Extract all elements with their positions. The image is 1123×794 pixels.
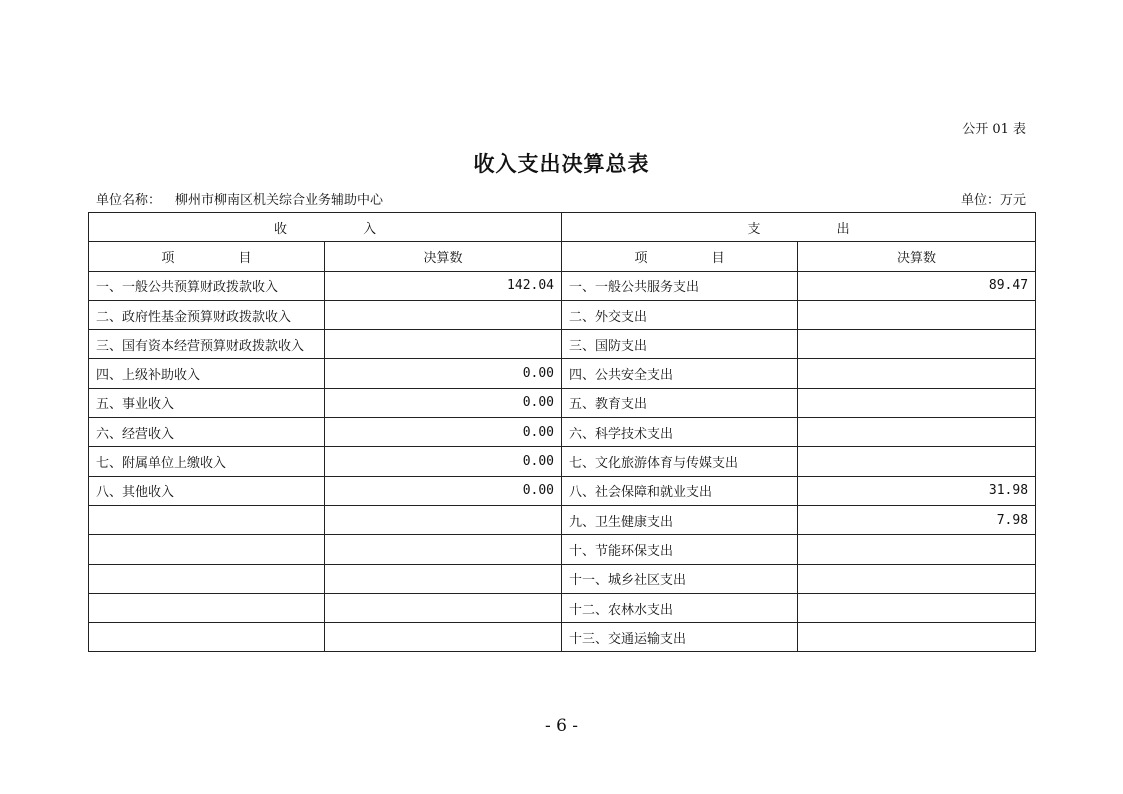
income-amount-cell [325,564,562,593]
expense-item-cell: 五、教育支出 [562,388,798,417]
form-code: 公开 01 表 [962,122,1026,137]
income-item-cell [89,505,325,534]
expense-amount-cell [798,359,1036,388]
income-item-cell: 五、事业收入 [89,388,325,417]
expense-amount-cell [798,623,1036,652]
expense-group-header [562,213,1036,242]
column-header-row [89,242,1036,271]
expense-item-cell: 十二、农林水支出 [562,593,798,622]
expense-header-label: 支 出 [747,221,886,237]
expense-item-cell: 十、节能环保支出 [562,535,798,564]
income-item-cell: 三、国有资本经营预算财政拨款收入 [89,330,325,359]
expense-amount-cell [798,593,1036,622]
income-item-cell: 七、附属单位上缴收入 [89,447,325,476]
income-item-cell [89,623,325,652]
income-group-header [89,213,562,242]
expense-item-cell: 九、卫生健康支出 [562,505,798,534]
unit-name-value: 柳州市柳南区机关综合业务辅助中心 [175,193,384,208]
income-item-cell [89,535,325,564]
income-amount-cell [325,535,562,564]
table-row [89,505,1036,534]
income-item-cell: 一、一般公共预算财政拨款收入 [89,271,325,300]
expense-amount-cell [798,330,1036,359]
income-amount-cell: 0.00 [325,359,562,388]
income-item-cell: 八、其他收入 [89,476,325,505]
expense-item-cell: 十三、交通运输支出 [562,623,798,652]
table-row [89,418,1036,447]
income-amount-column-header: 决算数 [325,242,562,271]
income-item-cell [89,564,325,593]
group-header-row [89,213,1036,242]
document-title: 收入支出决算总表 [473,151,650,176]
income-amount-cell [325,330,562,359]
expense-amount-cell [798,418,1036,447]
expense-amount-cell: 89.47 [798,271,1036,300]
income-item-cell: 四、上级补助收入 [89,359,325,388]
table-row [89,564,1036,593]
unit-name-line [96,189,383,208]
expense-amount-cell [798,447,1036,476]
expense-item-cell: 七、文化旅游体育与传媒支出 [562,447,798,476]
income-amount-cell: 0.00 [325,476,562,505]
income-item-header-label: 项 目 [161,250,282,266]
table-row [89,476,1036,505]
income-amount-cell [325,300,562,329]
unit-measure: 单位：万元 [960,193,1026,208]
table-row [89,359,1036,388]
expense-item-cell: 十一、城乡社区支出 [562,564,798,593]
income-item-column-header [89,242,325,271]
income-item-cell: 二、政府性基金预算财政拨款收入 [89,300,325,329]
expense-item-cell: 八、社会保障和就业支出 [562,476,798,505]
table-row [89,271,1036,300]
table-row [89,535,1036,564]
table-row [89,623,1036,652]
income-amount-cell: 0.00 [325,388,562,417]
unit-name-label: 单位名称： [96,193,162,208]
income-item-cell: 六、经营收入 [89,418,325,447]
income-amount-cell [325,623,562,652]
expense-amount-cell [798,300,1036,329]
income-amount-cell [325,593,562,622]
expense-item-header-label: 项 目 [634,250,755,266]
expense-amount-column-header: 决算数 [798,242,1036,271]
table-row [89,388,1036,417]
income-amount-cell: 142.04 [325,271,562,300]
income-amount-cell [325,505,562,534]
expense-item-cell: 一、一般公共服务支出 [562,271,798,300]
income-expense-table [88,212,1036,652]
expense-item-cell: 二、外交支出 [562,300,798,329]
expense-item-cell: 三、国防支出 [562,330,798,359]
expense-item-cell: 六、科学技术支出 [562,418,798,447]
income-amount-cell: 0.00 [325,418,562,447]
expense-amount-cell: 31.98 [798,476,1036,505]
page-number: - 6 - [544,716,579,736]
expense-amount-cell [798,564,1036,593]
income-item-cell [89,593,325,622]
income-amount-cell: 0.00 [325,447,562,476]
expense-amount-cell [798,388,1036,417]
expense-item-column-header [562,242,798,271]
expense-item-cell: 四、公共安全支出 [562,359,798,388]
table-row [89,300,1036,329]
expense-amount-cell [798,535,1036,564]
expense-amount-cell: 7.98 [798,505,1036,534]
income-header-label: 收 入 [273,221,413,237]
table-row [89,447,1036,476]
table-row [89,330,1036,359]
table-row [89,593,1036,622]
